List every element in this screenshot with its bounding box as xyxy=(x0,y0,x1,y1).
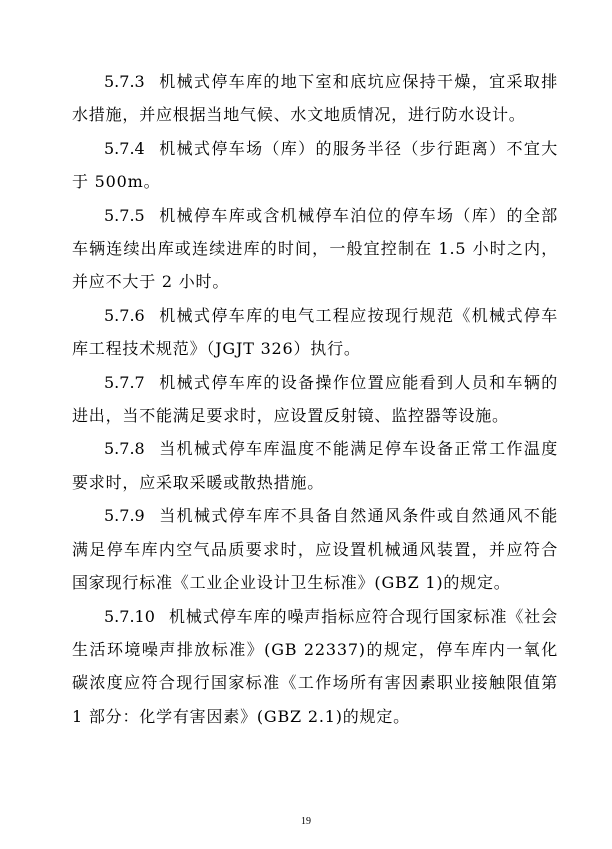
clause-text: 机械式停车库的地下室和底坑应保持干燥，宜采取排水措施，并应根据当地气候、水文地质情况，进行防水设计。 xyxy=(72,72,558,125)
clause-5-7-7 xyxy=(72,366,558,433)
clause-text: 机械式停车库的噪声指标应符合现行国家标准《社会生活环境噪声排放标准》(GB 22337)的规定，停车库内一氧化碳浓度应符合现行国家标准《工作场所有害因素职业接触限值第 1 部分：化学有害因素》(GBZ 2.1)的规定。 xyxy=(72,606,558,726)
clause-text: 当机械式停车库不具备自然通风条件或自然通风不能满足停车库内空气品质要求时，应设置机械通风装置，并应符合国家现行标准《工业企业设计卫生标准》(GBZ 1)的规定。 xyxy=(72,506,558,593)
clause-5-7-6 xyxy=(72,299,558,366)
clause-number: 5.7.8 xyxy=(104,439,145,459)
clause-text: 当机械式停车库温度不能满足停车设备正常工作温度要求时，应采取采暖或散热措施。 xyxy=(72,439,558,492)
clause-5-7-10 xyxy=(72,600,558,734)
clause-number: 5.7.6 xyxy=(104,305,145,325)
clause-number: 5.7.5 xyxy=(104,205,145,225)
clause-text: 机械式停车库的设备操作位置应能看到人员和车辆的进出，当不能满足要求时，应设置反射镜、监控器等设施。 xyxy=(72,372,558,426)
page-number: 19 xyxy=(301,816,311,827)
clause-5-7-9 xyxy=(72,499,558,599)
clause-5-7-3 xyxy=(72,65,558,132)
clause-list xyxy=(72,65,558,733)
clause-number: 5.7.4 xyxy=(104,138,145,158)
clause-text: 机械式停车场（库）的服务半径（步行距离）不宜大于 500m。 xyxy=(72,138,558,192)
clause-5-7-8 xyxy=(72,432,558,499)
clause-5-7-4 xyxy=(72,132,558,199)
clause-number: 5.7.3 xyxy=(104,72,145,91)
clause-number: 5.7.7 xyxy=(104,372,145,392)
clause-text: 机械停车库或含机械停车泊位的停车场（库）的全部车辆连续出库或连续进库的时间，一般宜控制在 1.5 小时之内，并应不大于 2 小时。 xyxy=(72,205,558,292)
clause-5-7-5 xyxy=(72,199,558,299)
clause-number: 5.7.9 xyxy=(104,506,145,526)
clause-text: 机械式停车库的电气工程应按现行规范《机械式停车库工程技术规范》（JGJT 326）执行。 xyxy=(72,305,558,359)
clause-number: 5.7.10 xyxy=(104,606,155,626)
